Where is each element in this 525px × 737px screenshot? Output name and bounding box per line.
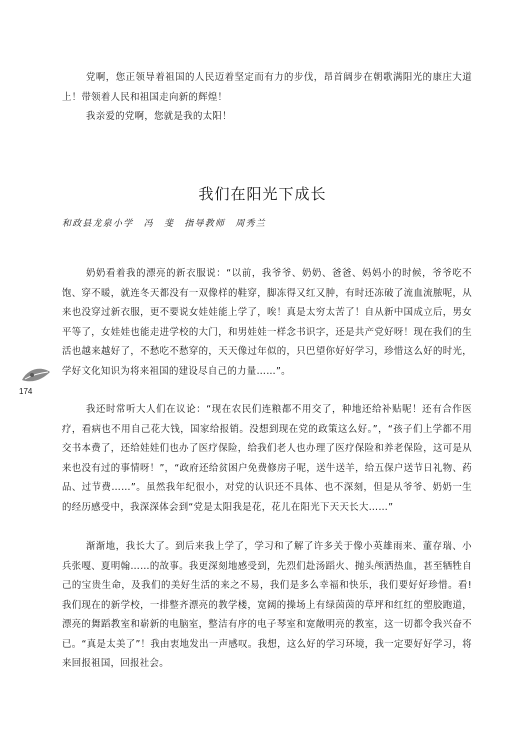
body-paragraph-2: 我还时常听大人们在议论：“现在农民们连粮都不用交了，种地还给补贴呢！还有合作医疗，看病也不用自己花大钱，国家给报销。没想到现在党的政策这么好。”，“孩子们上学都不用交书本费了，还给娃娃们也办了医疗保险，给我们老人也办理了医疗保险和养老保险，这可是从来也没有过的事情呀！”，“政府还给贫困户免费修房子呢，送牛送羊，给五保户送节日礼物、药品、过节费……”。虽然我年纪很小，对党的认识还不具体、也不深刻，但是从爷爷、奶奶一生的经历感受中，我深深体会到“党是太阳我是花，花儿在阳光下天天长大……”	[62, 404, 472, 513]
author-line: 和政县龙泉小学 冯 斐 指导教师 周秀兰	[62, 219, 267, 229]
intro-paragraph-1: 党啊，您正领导着祖国的人民迈着坚定而有力的步伐，昂首阔步在朝歌满阳光的康庄大道上！带领着人民和祖国走向新的辉煌！	[62, 72, 472, 103]
body-paragraph-1: 奶奶看着我的漂亮的新衣服说：“以前，我爷爷、奶奶、爸爸、妈妈小的时候，爷爷吃不饱、穿不暖，就连冬天都没有一双像样的鞋穿，脚冻得又红又肿，有时还冻破了流血流脓呢，从来也没穿过新衣服，更不要说女娃娃能上学了，唉！真是太穷太苦了！自从新中国成立后，男女平等了，女娃娃也能走进学校的大门，和男娃娃一样念书识字，还是共产党好呀！现在我们的生活也越来越好了，不愁吃不愁穿的，天天像过年似的，只巴望你好好学习，珍惜这么好的时光，学好文化知识为将来祖国的建设尽自己的力量……”。	[62, 268, 472, 377]
page-number: 174	[19, 387, 33, 396]
article-title: 我们在阳光下成长	[198, 185, 327, 203]
body-paragraph-3: 渐渐地，我长大了。到后来我上学了，学习和了解了许多关于像小英雄雨来、董存瑞、小兵张嘎、夏明翰……的故事。我更深刻地感受到，先烈们赴汤蹈火、抛头颅洒热血，甚至牺牲自己的宝贵生命，及我们的美好生活的来之不易，我们是多么幸福和快乐，我们要好好珍惜。看!我们现在的新学校，一排整齐漂亮的教学楼，宽阔的操场上有绿茵茵的草坪和红红的塑胶跑道，漂亮的舞蹈教室和崭新的电脑室，整洁有序的电子琴室和宽敞明亮的教室，这一切都令我兴奋不已。“真是太美了”！我由衷地发出一声感叹。我想，这么好的学习环境，我一定要好好学习，将来回报祖国，回报社会。	[62, 541, 472, 669]
intro-paragraph-2: 我亲爱的党啊，您就是我的太阳！	[86, 111, 232, 122]
